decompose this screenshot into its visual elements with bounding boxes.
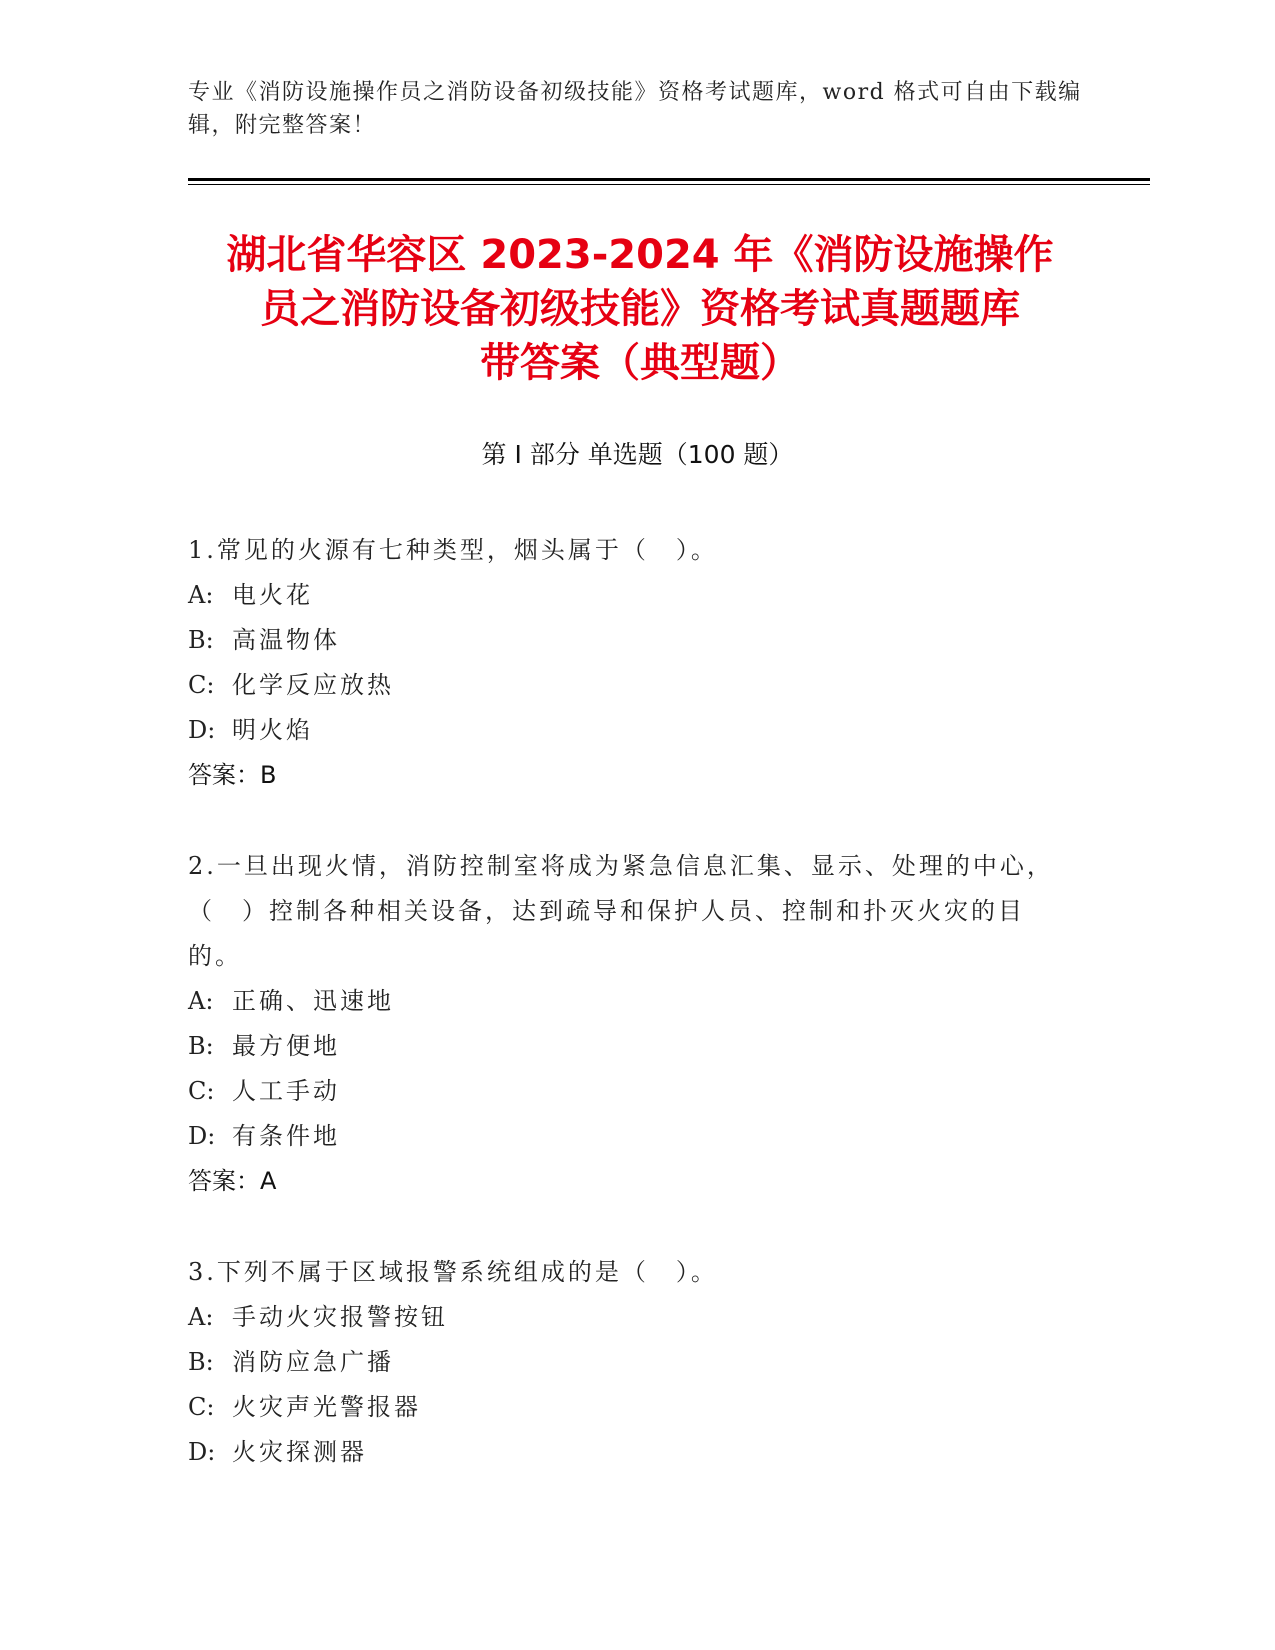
- title-line: 湖北省华容区 2023-2024 年《消防设施操作: [226, 232, 1054, 278]
- option-text: 手动火灾报警按钮: [232, 1303, 448, 1331]
- option-letter: D:: [188, 1122, 216, 1150]
- option-letter: A:: [188, 987, 214, 1015]
- option-letter: C:: [188, 671, 215, 699]
- option-letter: A:: [188, 581, 214, 609]
- header-note: 专业《消防设施操作员之消防设备初级技能》资格考试题库，word 格式可自由下载编辑，附完整答案！: [188, 80, 1082, 138]
- question-stem: 2.一旦出现火情，消防控制室将成为紧急信息汇集、显示、处理的中心，（ ）控制各种相关设备，达到疏导和保护人员、控制和扑灭火灾的目的。: [188, 852, 1054, 970]
- option-text: 火灾探测器: [232, 1438, 367, 1466]
- option-letter: B:: [188, 626, 214, 654]
- option-b: [188, 1024, 1068, 1069]
- option-text: 火灾声光警报器: [232, 1393, 421, 1421]
- section-heading: 第 I 部分 单选题（100 题）: [481, 440, 794, 469]
- option-letter: B:: [188, 1032, 214, 1060]
- question-3: [188, 1250, 1068, 1475]
- option-c: [188, 1385, 1068, 1430]
- option-text: 正确、迅速地: [232, 987, 394, 1015]
- option-text: 最方便地: [232, 1032, 340, 1060]
- option-letter: B:: [188, 1348, 214, 1376]
- question-2: [188, 844, 1068, 1204]
- option-text: 消防应急广播: [232, 1348, 394, 1376]
- header-rule-thick: [188, 178, 1150, 181]
- option-b: [188, 618, 1068, 663]
- option-letter: D:: [188, 1438, 216, 1466]
- option-text: 化学反应放热: [232, 671, 394, 699]
- title-line: 带答案（典型题）: [480, 340, 800, 386]
- option-letter: C:: [188, 1393, 215, 1421]
- header-rule-thin: [188, 184, 1150, 185]
- option-text: 电火花: [232, 581, 313, 609]
- option-a: [188, 979, 1068, 1024]
- document-title: [190, 228, 1090, 390]
- question-list: [188, 528, 1068, 1521]
- option-text: 明火焰: [232, 716, 313, 744]
- option-letter: A:: [188, 1303, 214, 1331]
- option-letter: C:: [188, 1077, 215, 1105]
- question-stem: 1.常见的火源有七种类型，烟头属于（ ）。: [188, 536, 718, 564]
- option-letter: D:: [188, 716, 216, 744]
- option-b: [188, 1340, 1068, 1385]
- option-c: [188, 1069, 1068, 1114]
- answer-line: 答案：A: [188, 1167, 277, 1195]
- answer-line: 答案：B: [188, 761, 277, 789]
- option-c: [188, 663, 1068, 708]
- option-d: [188, 1114, 1068, 1159]
- option-a: [188, 1295, 1068, 1340]
- option-text: 高温物体: [232, 626, 340, 654]
- title-line: 员之消防设备初级技能》资格考试真题题库: [260, 286, 1020, 332]
- option-d: [188, 1430, 1068, 1475]
- option-text: 人工手动: [232, 1077, 340, 1105]
- option-a: [188, 573, 1068, 618]
- question-1: [188, 528, 1068, 798]
- option-d: [188, 708, 1068, 753]
- option-text: 有条件地: [232, 1122, 340, 1150]
- question-stem: 3.下列不属于区域报警系统组成的是（ ）。: [188, 1258, 718, 1286]
